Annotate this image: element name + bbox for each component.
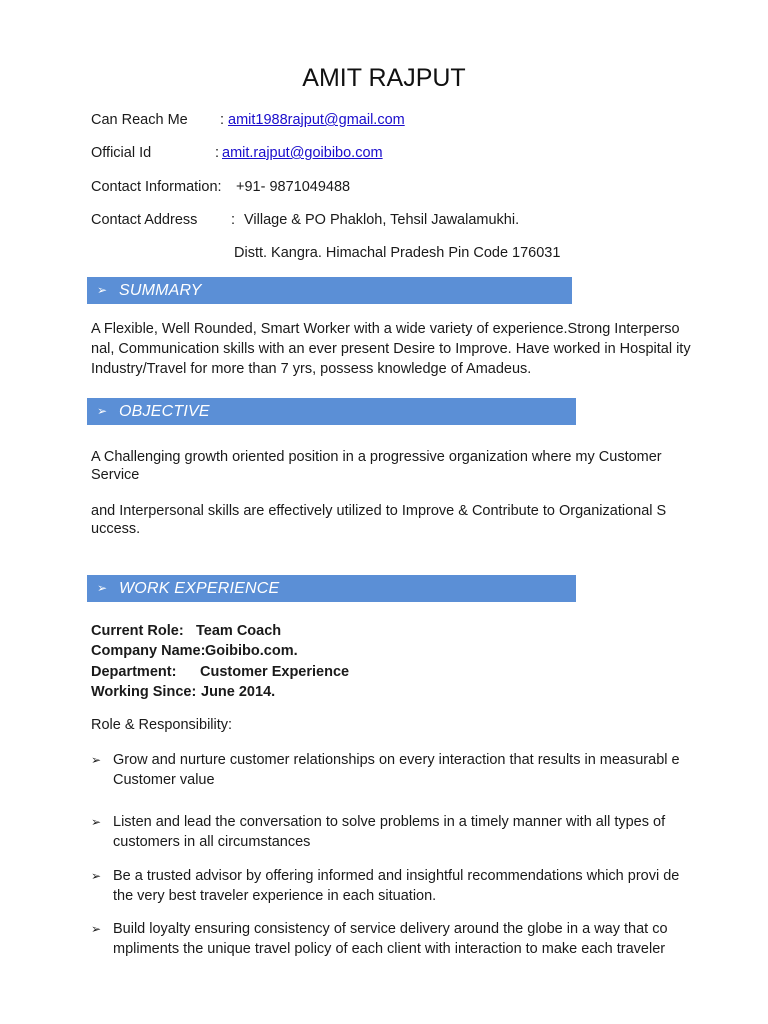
- address-separator: :: [231, 212, 236, 228]
- official-separator: :: [215, 145, 220, 161]
- address-line-2: Distt. Kangra. Himachal Pradesh Pin Code 176031: [234, 245, 561, 261]
- arrow-bullet-icon: ➢: [97, 581, 108, 595]
- current-role-label: Current Role:: [91, 623, 184, 639]
- current-role-value: Team Coach: [196, 623, 282, 639]
- responsibility-text: Grow and nurture customer relationships on every interaction that results in measurabl e Customer value: [113, 752, 680, 788]
- responsibility-text: Be a trusted advisor by offering informed and insightful recommendations which provi de the very best traveler experience in each situation.: [113, 868, 680, 904]
- arrow-bullet-icon: ➢: [97, 283, 108, 297]
- summary-section-header: [87, 277, 572, 304]
- responsibility-heading: Role & Responsibility:: [91, 717, 233, 733]
- work-experience-section-header: [87, 575, 576, 602]
- contact-phone: +91- 9871049488: [236, 179, 351, 195]
- objective-section-header: [87, 398, 576, 425]
- department-value: Customer Experience: [200, 664, 350, 680]
- company-name-value: Goibibo.com.: [205, 643, 298, 659]
- department-label: Department:: [91, 664, 177, 680]
- objective-text-2: and Interpersonal skills are effectively utilized to Improve & Contribute to Organizational S uccess.: [91, 503, 667, 537]
- summary-text: A Flexible, Well Rounded, Smart Worker with a wide variety of experience.Strong Interperso nal, Communication skills with an ever present Desire to Improve. Have worked in Hospital ity Industry/Travel for more than 7 yrs, possess knowledge of Amadeus.: [91, 321, 691, 377]
- summary-title: SUMMARY: [119, 282, 202, 299]
- company-name-label: Company Name:: [91, 643, 206, 659]
- work-experience-title: WORK EXPERIENCE: [119, 580, 280, 597]
- working-since-value: June 2014.: [201, 684, 276, 700]
- arrow-bullet-icon: ➢: [91, 922, 102, 936]
- personal-email-link[interactable]: amit1988rajput@gmail.com: [228, 112, 405, 128]
- official-email-link[interactable]: amit.rajput@goibibo.com: [222, 145, 383, 161]
- arrow-bullet-icon: ➢: [91, 815, 102, 829]
- official-id-label: Official Id: [91, 145, 152, 161]
- reach-label: Can Reach Me: [91, 112, 188, 128]
- arrow-bullet-icon: ➢: [91, 869, 102, 883]
- objective-title: OBJECTIVE: [119, 403, 210, 420]
- contact-info-label: Contact Information:: [91, 179, 222, 195]
- reach-separator: :: [220, 112, 225, 128]
- contact-address-label: Contact Address: [91, 212, 198, 228]
- arrow-bullet-icon: ➢: [91, 753, 102, 767]
- objective-text-1: A Challenging growth oriented position in a progressive organization where my Customer Service: [91, 449, 662, 483]
- responsibility-text: Listen and lead the conversation to solve problems in a timely manner with all types of customers in all circumstances: [113, 814, 666, 850]
- resume-name: AMIT RAJPUT: [302, 64, 466, 92]
- responsibility-text: Build loyalty ensuring consistency of service delivery around the globe in a way that co mpliments the unique travel policy of each client with interaction to make each traveler: [113, 921, 668, 957]
- working-since-label: Working Since:: [91, 684, 197, 700]
- address-line-1: Village & PO Phakloh, Tehsil Jawalamukhi.: [244, 212, 520, 228]
- arrow-bullet-icon: ➢: [97, 404, 108, 418]
